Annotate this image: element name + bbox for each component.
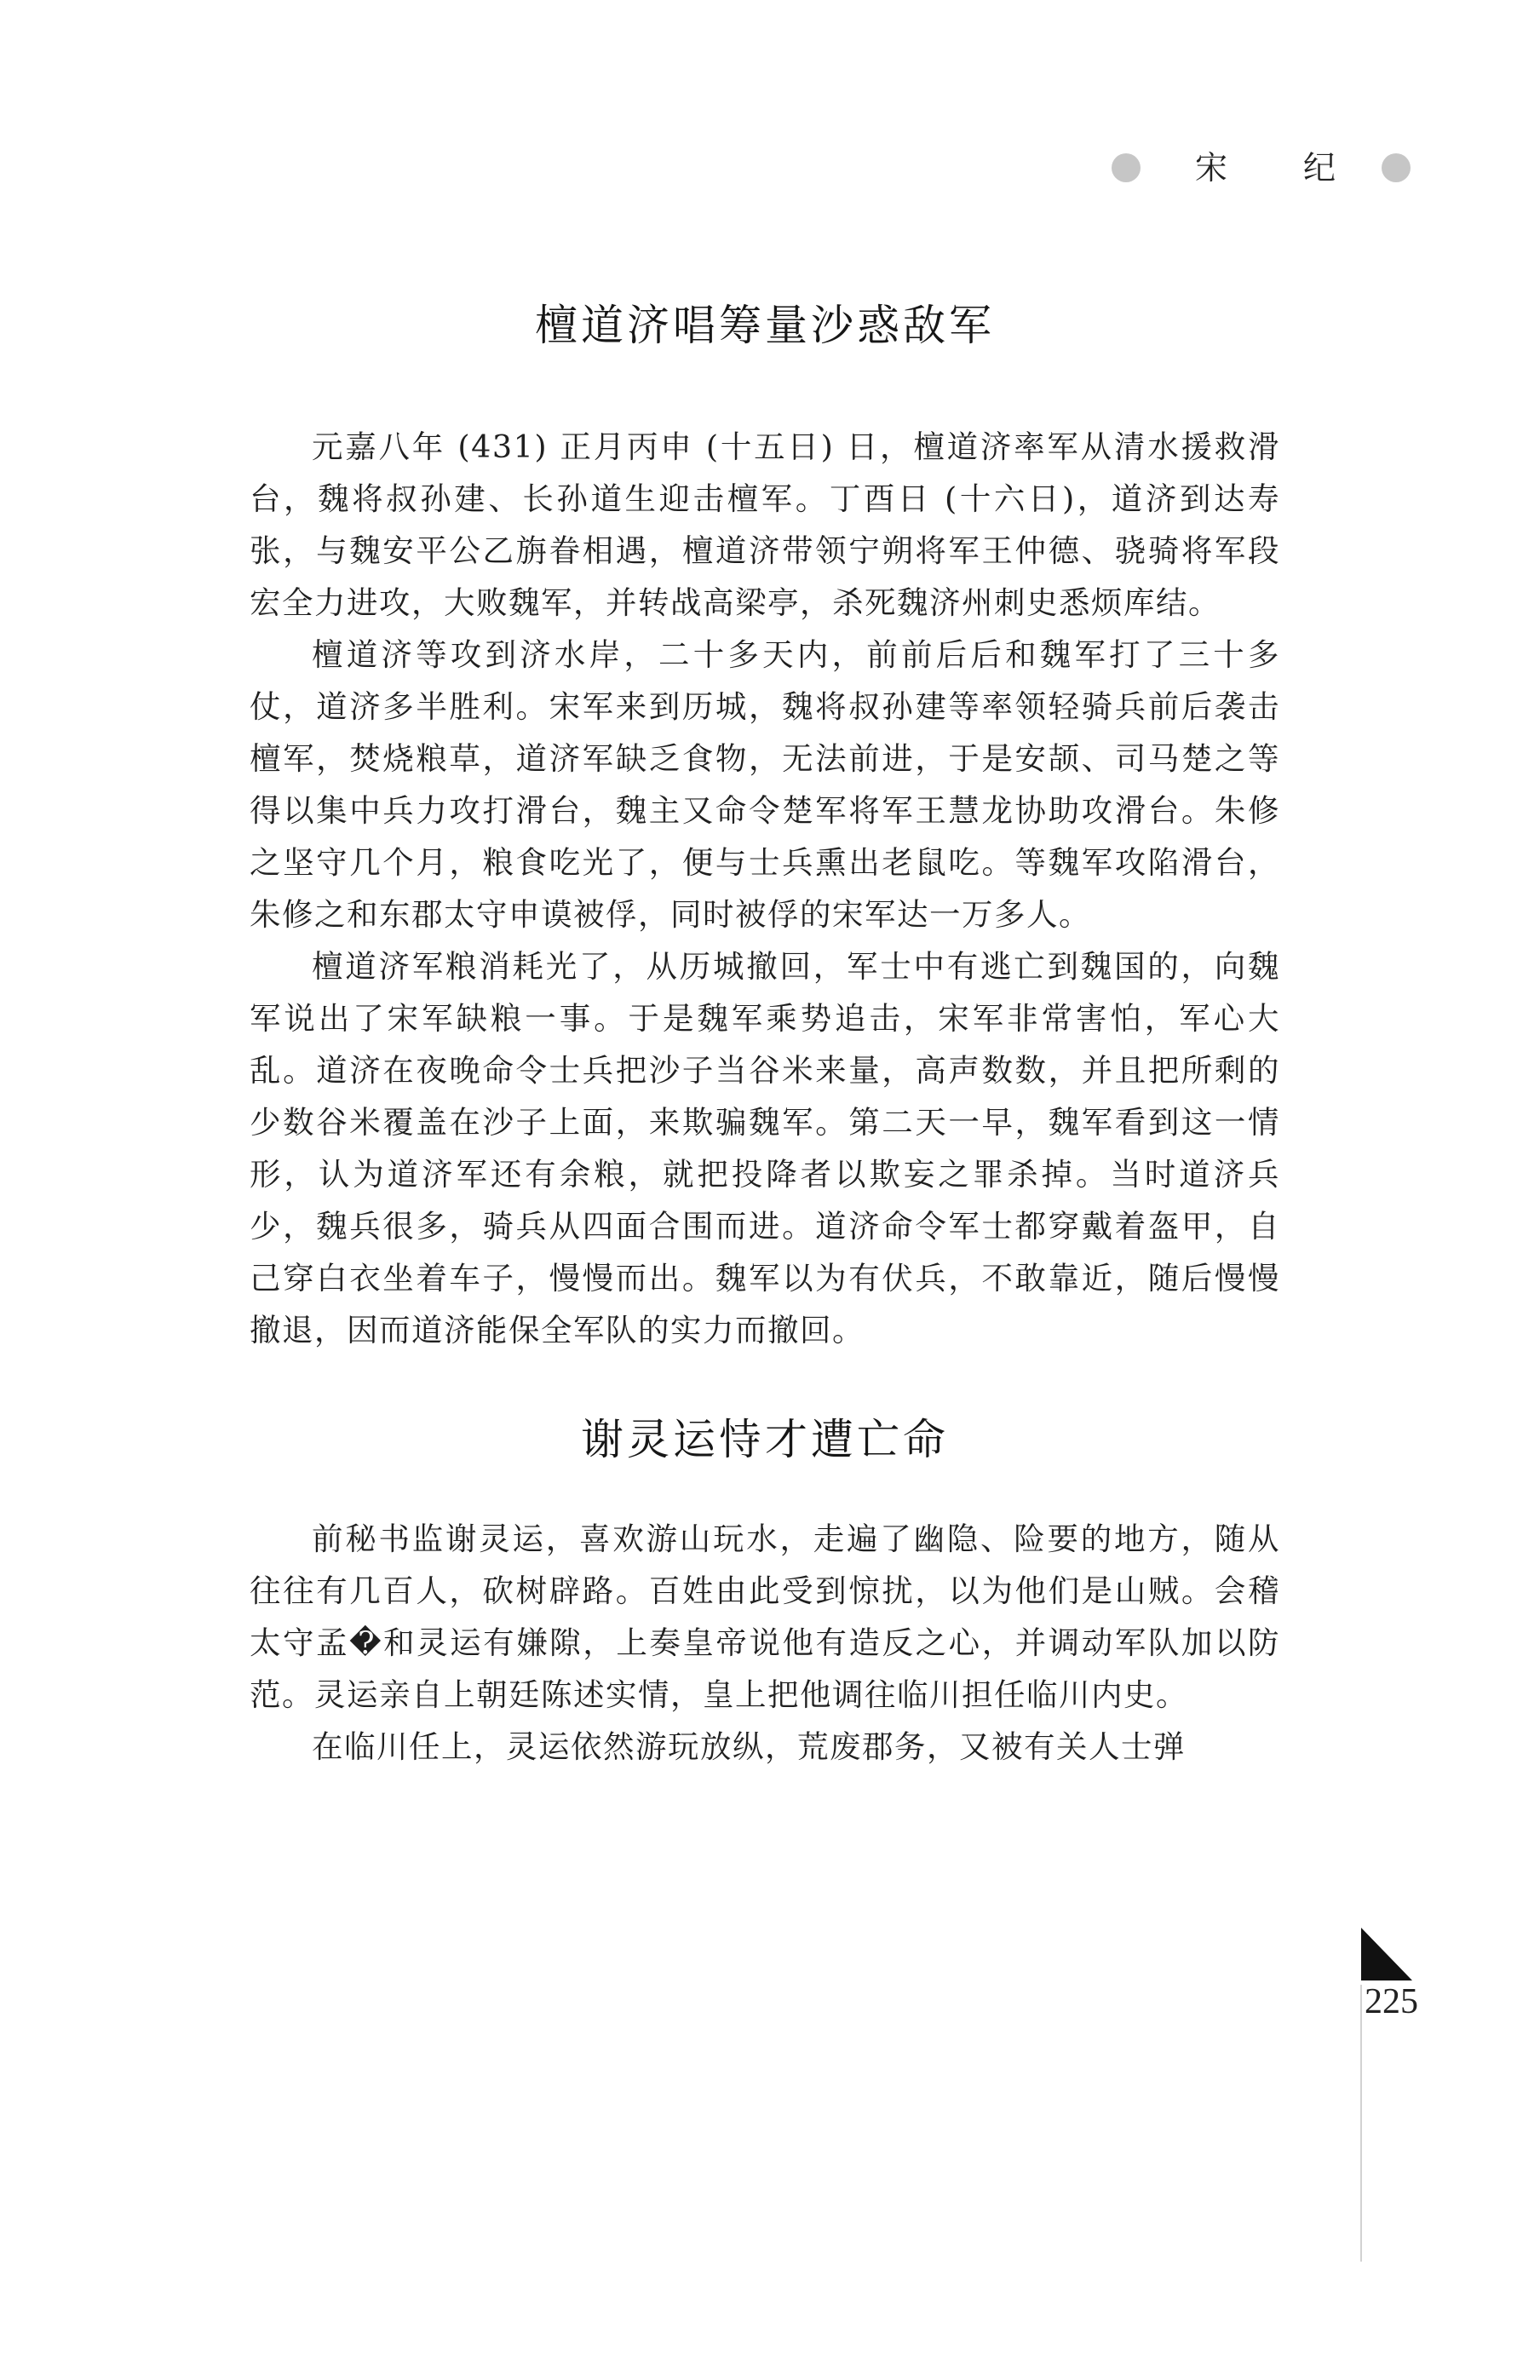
running-header	[1107, 143, 1439, 194]
section-title-1: 檀道济唱筹量沙惑敌军	[535, 301, 995, 350]
paragraph: 前秘书监谢灵运，喜欢游山玩水，走遍了幽隐、险要的地方，随从往往有几百人，砍树辟路。百姓由此受到惊扰，以为他们是山贼。会稽太守孟�和灵运有嫌隙，上奏皇帝说他有造反之心，并调动军队加以防范。灵运亲自上朝廷陈述实情，皇上把他调往临川担任临川内史。	[250, 1521, 1280, 1713]
section-title-2: 谢灵运恃才遭亡命	[581, 1415, 949, 1464]
header-dot-left-icon	[1112, 153, 1141, 182]
paragraph: 元嘉八年 (431) 正月丙申 (十五日) 日，檀道济率军从清水援救滑台，魏将叔孙建、长孙道生迎击檀军。丁酉日 (十六日)，道济到达寿张，与魏安平公乙旃眷相遇，檀道济带领宁朔将军王仲德、骁骑将军段宏全力进攻，大败魏军，并转战高梁亭，杀死魏济州刺史悉烦库结。	[250, 428, 1280, 621]
header-dot-right-icon	[1382, 153, 1411, 182]
margin-rule	[1360, 1985, 1362, 2262]
paragraph: 檀道济等攻到济水岸，二十多天内，前前后后和魏军打了三十多仗，道济多半胜利。宋军来到历城，魏将叔孙建等率领轻骑兵前后袭击檀军，焚烧粮草，道济军缺乏食物，无法前进，于是安颉、司马楚之等得以集中兵力攻打滑台，魏主又命令楚军将军王慧龙协助攻滑台。朱修之坚守几个月，粮食吃光了，便与士兵熏出老鼠吃。等魏军攻陷滑台，朱修之和东郡太守申谟被俘，同时被俘的宋军达一万多人。	[250, 636, 1280, 933]
paragraph: 在临川任上，灵运依然游玩放纵，荒废郡务，又被有关人士弹	[312, 1728, 1186, 1765]
header-text-right: 纪	[1303, 149, 1336, 187]
page-corner-triangle-icon	[1361, 1928, 1412, 1980]
paragraph: 檀道济军粮消耗光了，从历城撤回，军士中有逃亡到魏国的，向魏军说出了宋军缺粮一事。于是魏军乘势追击，宋军非常害怕，军心大乱。道济在夜晚命令士兵把沙子当谷米来量，高声数数，并且把所剩的少数谷米覆盖在沙子上面，来欺骗魏军。第二天一早，魏军看到这一情形，认为道济军还有余粮，就把投降者以欺妄之罪杀掉。当时道济兵少，魏兵很多，骑兵从四面合围而进。道济命令军士都穿戴着盔甲，自己穿白衣坐着车子，慢慢而出。魏军以为有伏兵，不敢靠近，随后慢慢撤退，因而道济能保全军队的实力而撤回。	[250, 948, 1280, 1348]
page-number: 225	[1365, 1982, 1418, 2021]
header-text-left: 宋	[1195, 149, 1228, 187]
page-body	[250, 298, 1280, 1773]
